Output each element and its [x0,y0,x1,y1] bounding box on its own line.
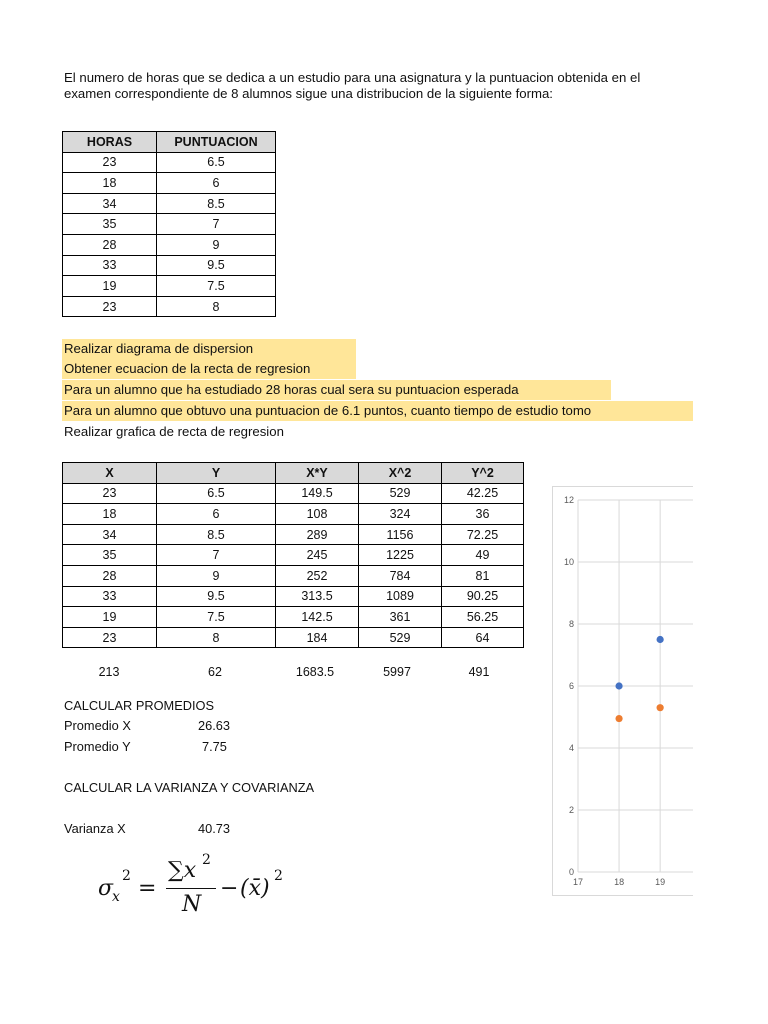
column-header: Y [157,463,276,484]
table-row [63,173,276,194]
table-cell: 529 [359,627,442,648]
averages-heading: CALCULAR PROMEDIOS [64,698,215,713]
table-cell: 313.5 [276,586,359,607]
table-cell: 184 [276,627,359,648]
table-cell: 33 [63,255,157,276]
variance-x-value: 40.73 [198,821,231,836]
average-x-value: 26.63 [198,718,231,733]
table-cell: 6 [157,504,276,525]
table-cell: 9 [157,234,276,255]
table-cell: 784 [359,565,442,586]
table-row [63,627,524,648]
table-cell: 8.5 [157,524,276,545]
table-row [63,214,276,235]
table-cell: 23 [63,152,157,173]
table-cell: 18 [63,173,157,194]
table-cell: 324 [359,504,442,525]
table-cell: 23 [63,627,157,648]
data-table [62,131,276,317]
table-cell: 9.5 [157,255,276,276]
average-y-value: 7.75 [202,739,227,754]
formula-sup-2: 2 [122,868,131,884]
y-tick-label: 12 [563,495,574,505]
formula-sigma: σ [98,876,114,901]
table-cell: 8 [157,627,276,648]
table-cell: 35 [63,214,157,235]
fraction-bar [166,888,216,889]
intro-text [64,70,704,102]
table-cell: 149.5 [276,483,359,504]
table-row [63,504,524,525]
table-row [63,483,524,504]
table-cell: 361 [359,607,442,628]
y-tick-label: 2 [568,805,574,815]
column-header: Y^2 [442,463,524,484]
table-cell: 529 [359,483,442,504]
x-tick-label: 18 [614,877,625,887]
x-tick-label: 17 [572,877,584,887]
scatter-chart [552,486,693,896]
task-item: Realizar grafica de recta de regresion [64,424,284,439]
column-header: HORAS [63,132,157,153]
table-row [63,607,524,628]
table-cell: 90.25 [442,586,524,607]
table-cell: 8 [157,296,276,317]
total-x: 213 [98,665,120,679]
table-cell: 72.25 [442,524,524,545]
x-tick-label: 19 [655,877,666,887]
table-cell: 33 [63,586,157,607]
table-cell: 7 [157,545,276,566]
table-cell: 23 [63,296,157,317]
table-cell: 289 [276,524,359,545]
formula-minus: − [220,876,239,901]
formula-equals: = [138,876,157,901]
data-point-series-2 [615,715,622,722]
table-cell: 18 [63,504,157,525]
variance-heading: CALCULAR LA VARIANZA Y COVARIANZA [64,780,315,795]
table-row [63,276,276,297]
table-row [63,255,276,276]
table-cell: 23 [63,483,157,504]
task-item: Para un alumno que obtuvo una puntuacion de 6.1 puntos, cuanto tiempo de estudio tomo [62,401,693,421]
table-cell: 245 [276,545,359,566]
formula-numerator-sup: 2 [202,852,211,868]
table-row [63,152,276,173]
table-cell: 6.5 [157,152,276,173]
formula-denominator: N [182,892,202,917]
table-cell: 108 [276,504,359,525]
column-header: X [63,463,157,484]
table-row [63,193,276,214]
task-item: Realizar diagrama de dispersion [62,339,356,359]
table-cell: 34 [63,524,157,545]
total-xy: 1683.5 [295,665,335,679]
formula-mean: (x̄) [240,876,270,901]
formula-numerator: ∑x [168,858,197,883]
intro-line-2: examen correspondiente de 8 alumnos sigue una distribucion de la siguiente forma: [64,86,553,101]
task-item: Obtener ecuacion de la recta de regresion [62,359,356,379]
column-header: X^2 [359,463,442,484]
task-item: Para un alumno que ha estudiado 28 horas cual sera su puntuacion esperada [62,380,611,400]
table-cell: 142.5 [276,607,359,628]
table-cell: 64 [442,627,524,648]
y-tick-label: 0 [568,867,574,877]
column-header: PUNTUACION [157,132,276,153]
table-cell: 35 [63,545,157,566]
average-y-label: Promedio Y [64,739,131,754]
y-tick-label: 6 [568,681,574,691]
table-cell: 19 [63,276,157,297]
total-x2: 5997 [383,665,411,679]
table-row [63,586,524,607]
table-cell: 1156 [359,524,442,545]
table-row [63,524,524,545]
table-cell: 7.5 [157,607,276,628]
table-row [63,234,276,255]
variance-x-label: Varianza X [64,821,126,836]
data-point-series-2 [657,704,664,711]
table-cell: 36 [442,504,524,525]
y-tick-label: 4 [568,743,574,753]
table-cell: 1089 [359,586,442,607]
chart-frame [553,487,694,896]
table-cell: 9.5 [157,586,276,607]
data-point-series-1 [657,636,664,643]
average-x-label: Promedio X [64,718,131,733]
calc-table [62,462,524,648]
table-cell: 7.5 [157,276,276,297]
table-cell: 6 [157,173,276,194]
table-row [63,545,524,566]
table-cell: 19 [63,607,157,628]
table-cell: 252 [276,565,359,586]
table-row [63,296,276,317]
total-y: 62 [208,665,222,679]
intro-line-1: El numero de horas que se dedica a un estudio para una asignatura y la puntuacion obtenida en el [64,70,641,85]
table-cell: 8.5 [157,193,276,214]
table-cell: 56.25 [442,607,524,628]
data-point-series-1 [615,682,622,689]
table-cell: 34 [63,193,157,214]
column-header: X*Y [276,463,359,484]
formula-sub-x: x [112,889,120,905]
y-tick-label: 8 [568,619,574,629]
y-tick-label: 10 [563,557,574,567]
table-cell: 42.25 [442,483,524,504]
table-cell: 28 [63,234,157,255]
table-cell: 81 [442,565,524,586]
table-cell: 49 [442,545,524,566]
table-cell: 6.5 [157,483,276,504]
total-y2: 491 [468,665,490,679]
table-cell: 1225 [359,545,442,566]
table-cell: 7 [157,214,276,235]
table-cell: 9 [157,565,276,586]
formula-mean-sup: 2 [274,868,283,884]
table-row [63,565,524,586]
table-cell: 28 [63,565,157,586]
